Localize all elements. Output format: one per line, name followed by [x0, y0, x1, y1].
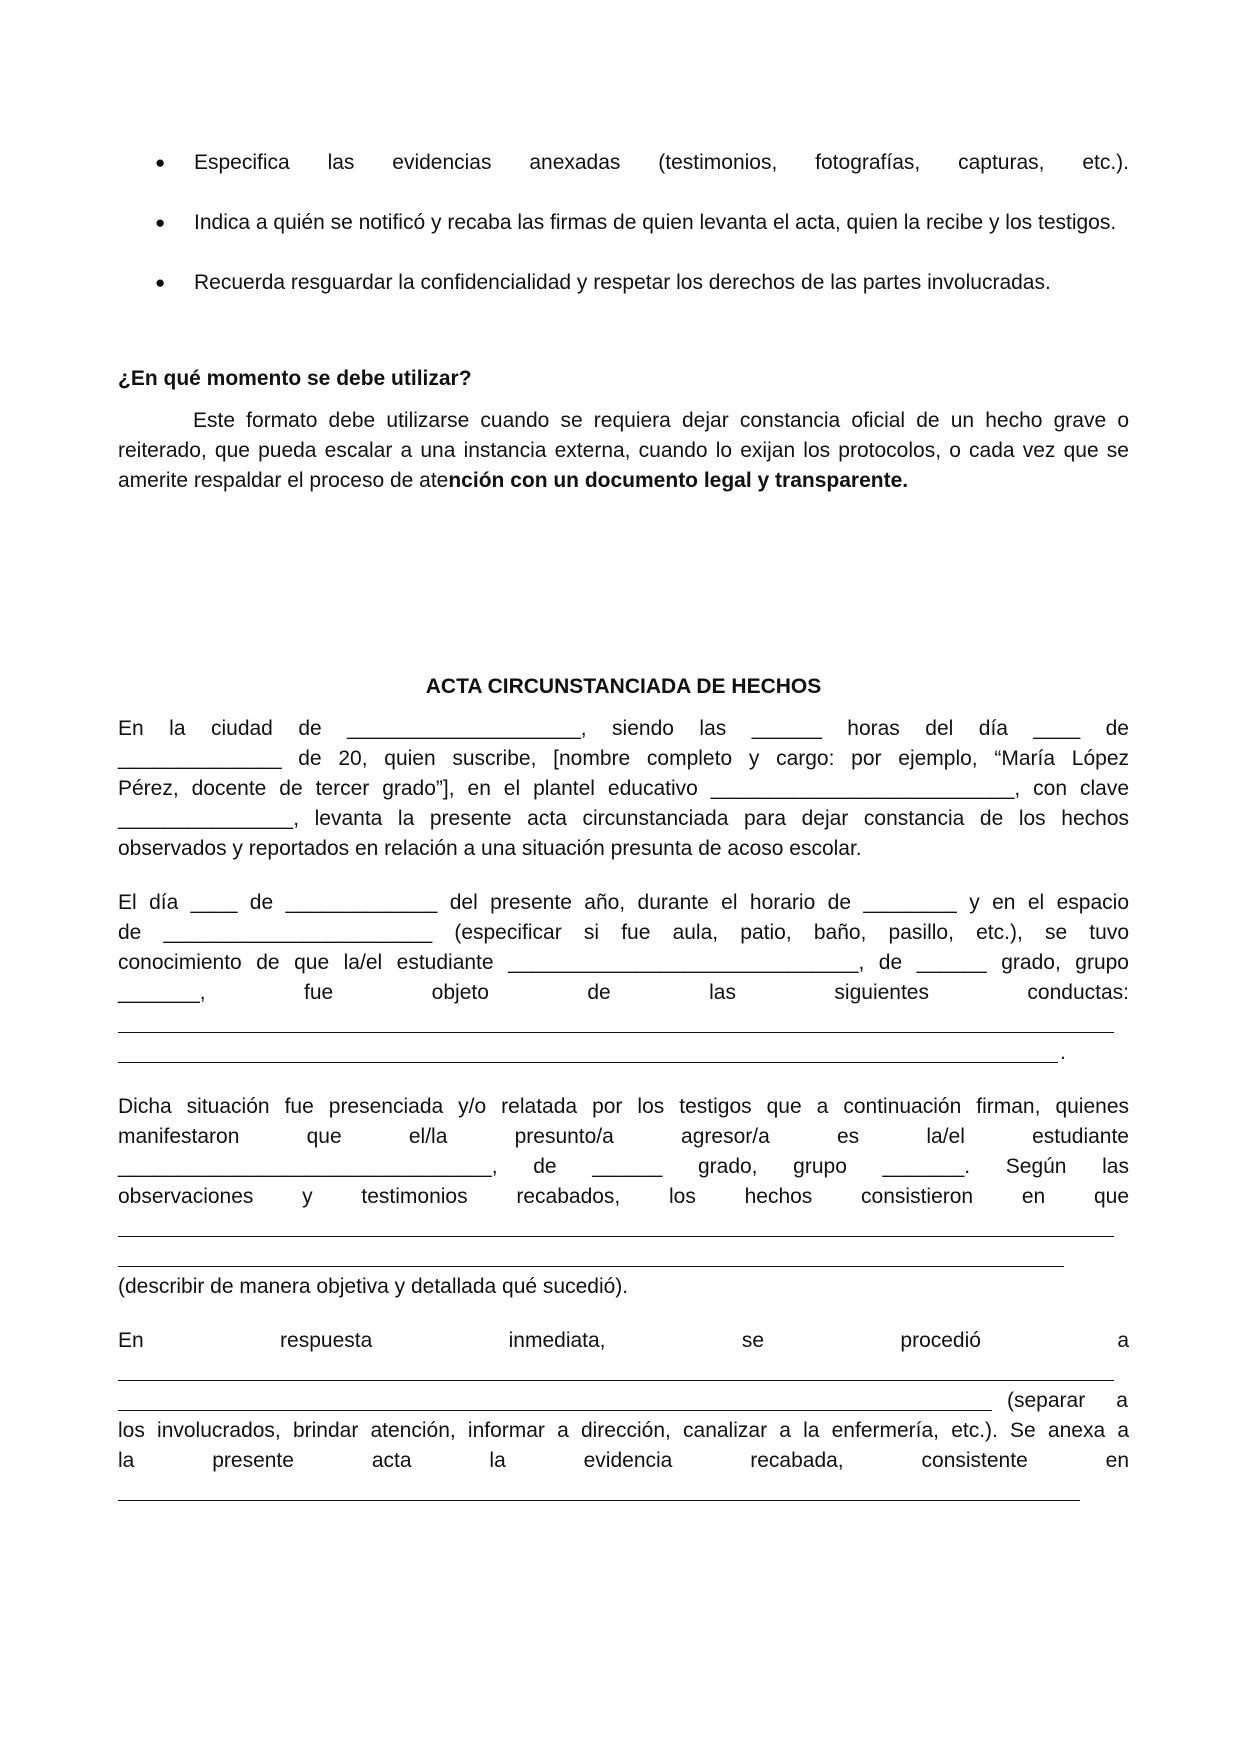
- usage-heading: ¿En qué momento se debe utilizar?: [118, 367, 472, 390]
- list-item-text: Especifica las evidencias anexadas (testimonios, fotografías, capturas, etc.).: [194, 151, 1129, 174]
- text-fragment: (separar a: [1007, 1389, 1128, 1412]
- text-line: de _______________________ (especificar si fue aula, patio, baño, pasillo, etc.), se tuvo: [118, 921, 1129, 944]
- bullet-icon: ●: [155, 213, 166, 232]
- list-item-text: Recuerda resguardar la confidencialidad y respetar los derechos de las partes involucradas.: [194, 271, 1051, 294]
- text-line: En respuesta inmediata, se procedió a: [118, 1329, 1129, 1352]
- acta-paragraph-3: [118, 1092, 1129, 1302]
- bullet-icon: ●: [155, 273, 166, 292]
- blank-rule: [118, 1062, 1058, 1063]
- acta-paragraph-4: [118, 1326, 1129, 1506]
- fill-line: [118, 1038, 1129, 1068]
- fill-line: [118, 1242, 1129, 1272]
- text-line: Pérez, docente de tercer grado”], en el plantel educativo __________________________, con clave: [118, 777, 1129, 800]
- text-line: conocimiento de que la/el estudiante ______________________________, de ______ grado, grupo: [118, 951, 1129, 974]
- blank-rule: [118, 1380, 1114, 1381]
- blank-rule: [118, 1236, 1114, 1237]
- usage-bold-text: nción con un documento legal y transparente.: [448, 469, 909, 492]
- acta-title: ACTA CIRCUNSTANCIADA DE HECHOS: [425, 675, 822, 698]
- list-item-text: Indica a quién se notificó y recaba las firmas de quien levanta el acta, quien la recibe y los testigos.: [194, 211, 1117, 234]
- blank-rule: [118, 1500, 1080, 1501]
- fill-line: [118, 1356, 1129, 1386]
- text-line: ________________________________, de ______ grado, grupo _______. Según las: [118, 1155, 1129, 1178]
- text-line: los involucrados, brindar atención, informar a dirección, canalizar a la enfermería, etc.). Se anexa a: [118, 1419, 1129, 1442]
- instructions-list: [118, 148, 1129, 298]
- text-line: _______________, levanta la presente acta circunstanciada para dejar constancia de los hechos: [118, 807, 1129, 830]
- usage-paragraph: [118, 406, 1129, 496]
- bullet-icon: ●: [155, 153, 166, 172]
- blank-rule: [118, 1032, 1114, 1033]
- text-line: observaciones y testimonios recabados, los hechos consistieron en que: [118, 1185, 1129, 1208]
- blank-rule: [118, 1266, 1064, 1267]
- acta-paragraph-2: [118, 888, 1129, 1068]
- text-line: Dicha situación fue presenciada y/o relatada por los testigos que a continuación firman, quienes: [118, 1095, 1129, 1118]
- blank-rule: [118, 1410, 992, 1411]
- text-line: la presente acta la evidencia recabada, consistente en: [118, 1449, 1129, 1472]
- list-item: [118, 268, 1129, 298]
- text-line: (describir de manera objetiva y detallada qué sucedió).: [118, 1275, 629, 1298]
- text-line: _______, fue objeto de las siguientes conductas:: [118, 981, 1129, 1004]
- list-item: [118, 148, 1129, 178]
- fill-line: [118, 1386, 1129, 1416]
- period-mark: .: [1060, 1041, 1066, 1064]
- list-item: [118, 208, 1129, 238]
- text-line: observados y reportados en relación a una situación presunta de acoso escolar.: [118, 837, 862, 860]
- acta-paragraph-1: [118, 714, 1129, 864]
- text-line: manifestaron que el/la presunto/a agresor/a es la/el estudiante: [118, 1125, 1129, 1148]
- text-line: ______________ de 20, quien suscribe, [nombre completo y cargo: por ejemplo, “María López: [118, 747, 1129, 770]
- usage-text: Este formato debe utilizarse cuando se requiera dejar constancia oficial de un hecho grave o reiterado, que pueda escalar a una instancia externa, cuando lo exijan los protocolos, o cada vez que se amerite respaldar el proceso de ate: [118, 409, 1129, 492]
- text-line: En la ciudad de ____________________, siendo las ______ horas del día ____ de: [118, 717, 1129, 740]
- fill-line: [118, 1008, 1129, 1038]
- fill-line: [118, 1476, 1129, 1506]
- fill-line: [118, 1212, 1129, 1242]
- text-line: El día ____ de _____________ del presente año, durante el horario de ________ y en el espacio: [118, 891, 1129, 914]
